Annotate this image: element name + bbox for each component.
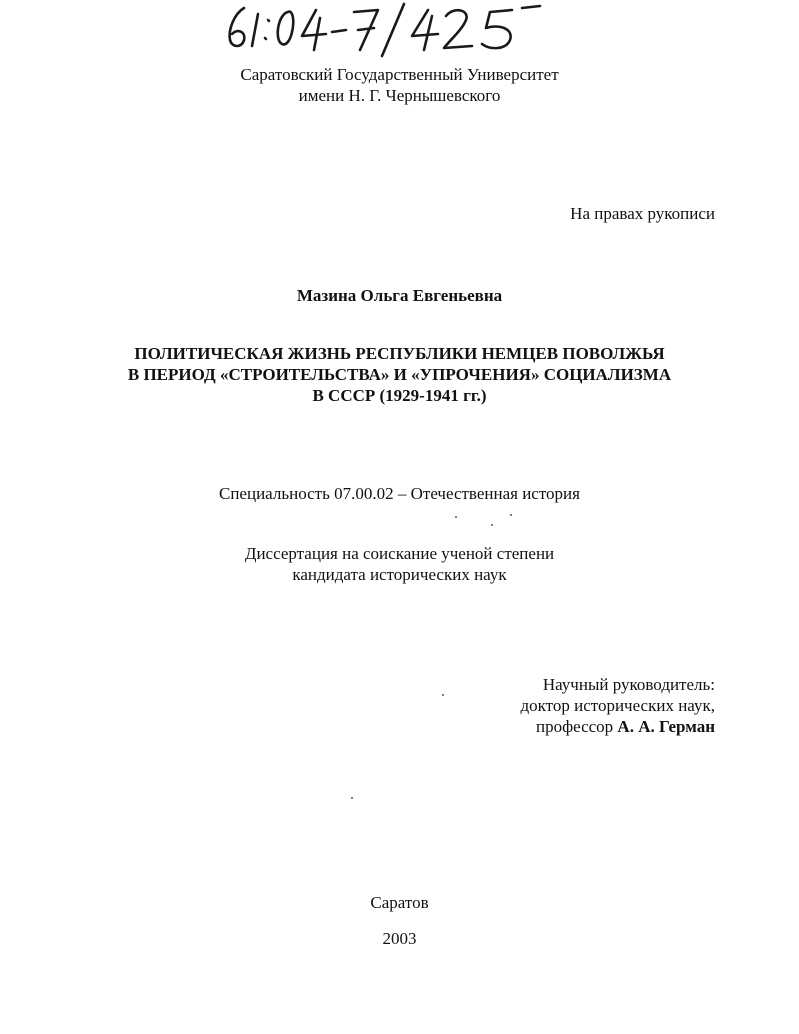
supervisor-label: Научный руководитель:	[542, 675, 715, 694]
dissertation-degree	[0, 543, 799, 585]
supervisor-title-prefix: профессор	[535, 717, 614, 736]
scan-speck	[491, 524, 493, 526]
author-name: Мазина Ольга Евгеньевна	[296, 286, 503, 305]
scan-speck	[455, 516, 457, 518]
scan-speck	[442, 694, 444, 696]
university-heading	[0, 64, 799, 106]
year: 2003	[382, 929, 417, 948]
university-line-2: имени Н. Г. Чернышевского	[298, 86, 501, 105]
supervisor-block	[520, 674, 715, 737]
degree-line-1: Диссертация на соискание ученой степени	[244, 544, 555, 563]
university-line-1: Саратовский Государственный Университет	[240, 65, 559, 84]
title-line-2: В ПЕРИОД «СТРОИТЕЛЬСТВА» И «УПРОЧЕНИЯ» СОЦИАЛИЗМА	[127, 365, 672, 384]
scan-speck	[351, 797, 353, 799]
supervisor-degree: доктор исторических наук,	[520, 696, 715, 715]
title-line-1: ПОЛИТИЧЕСКАЯ ЖИЗНЬ РЕСПУБЛИКИ НЕМЦЕВ ПОВОЛЖЬЯ	[134, 344, 665, 363]
rights-note: На правах рукописи	[570, 204, 715, 223]
scan-speck	[510, 514, 512, 516]
title-line-3: В СССР (1929-1941 гг.)	[312, 386, 487, 405]
specialty-line: Специальность 07.00.02 – Отечественная история	[219, 484, 580, 503]
supervisor-title-line	[520, 716, 715, 737]
supervisor-name: А. А. Герман	[617, 717, 715, 736]
degree-line-2: кандидата исторических наук	[292, 565, 507, 584]
handwritten-code	[222, 0, 562, 60]
dissertation-title	[0, 343, 799, 406]
city: Саратов	[370, 893, 429, 912]
